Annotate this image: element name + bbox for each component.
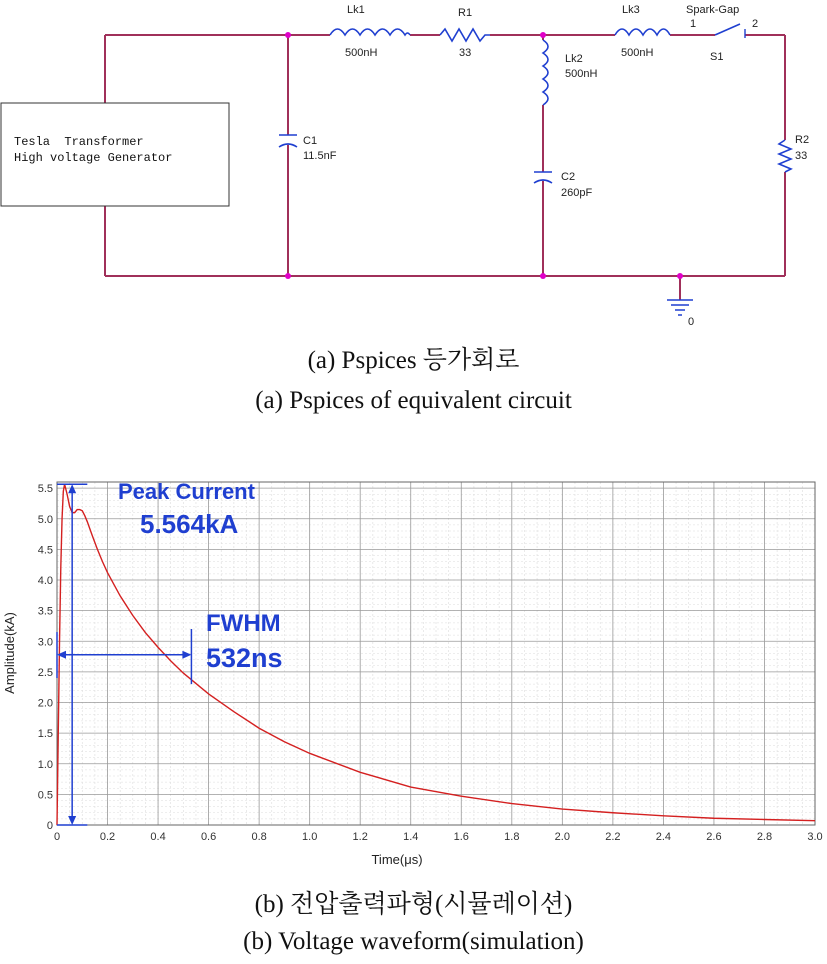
source-line-2: High voltage Generator bbox=[14, 151, 173, 165]
resistor-r1 bbox=[440, 29, 490, 41]
resistor-r2 bbox=[779, 140, 791, 172]
y-tick-label: 1.5 bbox=[37, 728, 53, 741]
x-tick-labels bbox=[54, 831, 823, 843]
x-tick-label: 2.4 bbox=[655, 831, 672, 843]
peak-arrowhead-top bbox=[68, 484, 76, 493]
source-line-1: Tesla Transformer bbox=[14, 135, 144, 149]
x-tick-label: 0 bbox=[53, 831, 61, 843]
junction-lk2-top bbox=[540, 32, 546, 38]
x-tick-label: 1.8 bbox=[504, 831, 520, 843]
fwhm-arrowhead-left bbox=[57, 651, 66, 659]
x-tick-label: 2.0 bbox=[554, 831, 570, 843]
x-tick-label: 1.0 bbox=[302, 831, 318, 843]
r1-value: 33 bbox=[459, 47, 472, 59]
ground-symbol bbox=[667, 300, 693, 315]
lk3-name: Lk3 bbox=[622, 4, 640, 16]
switch-title: Spark-Gap bbox=[686, 4, 740, 16]
caption-a-english: (a) Pspices of equivalent circuit bbox=[255, 387, 572, 414]
y-axis-label: Amplitude(kA) bbox=[2, 612, 17, 694]
switch-pin-1: 1 bbox=[690, 18, 697, 30]
junction-c1-top bbox=[285, 32, 291, 38]
y-tick-label: 0.5 bbox=[37, 789, 53, 802]
peak-current-title: Peak Current bbox=[118, 479, 255, 504]
r2-value: 33 bbox=[795, 150, 808, 162]
y-tick-labels bbox=[38, 483, 53, 832]
x-tick-label: 1.4 bbox=[403, 831, 419, 843]
fwhm-arrowhead-right bbox=[182, 651, 191, 659]
c2-value: 260pF bbox=[561, 187, 593, 199]
x-tick-label: 2.2 bbox=[605, 831, 621, 843]
x-tick-label: 0.4 bbox=[150, 831, 166, 843]
x-tick-label: 2.6 bbox=[706, 831, 722, 843]
x-tick-label: 0.6 bbox=[200, 831, 217, 843]
x-tick-label: 1.2 bbox=[352, 831, 368, 843]
y-tick-label: 0 bbox=[46, 820, 53, 832]
spark-gap-switch bbox=[715, 24, 740, 35]
lk2-value: 500nH bbox=[565, 68, 598, 80]
switch-pin-2: 2 bbox=[752, 18, 759, 30]
caption-b-english: (b) Voltage waveform(simulation) bbox=[243, 928, 584, 955]
equivalent-circuit-diagram bbox=[0, 0, 827, 340]
waveform-chart bbox=[0, 475, 827, 870]
y-tick-label: 3.0 bbox=[37, 636, 53, 649]
x-tick-label: 3.0 bbox=[807, 831, 823, 843]
y-tick-label: 3.5 bbox=[37, 605, 53, 618]
x-tick-label: 2.8 bbox=[756, 831, 773, 843]
y-tick-label: 5.0 bbox=[37, 513, 53, 526]
junction-c2-bottom bbox=[540, 273, 546, 279]
caption-b-korean: (b) 전압출력파형(시뮬레이션) bbox=[254, 891, 573, 918]
peak-current-value: 5.564kA bbox=[140, 509, 239, 539]
r1-name: R1 bbox=[458, 7, 473, 19]
x-tick-label: 0.2 bbox=[99, 831, 116, 843]
junction-ground bbox=[677, 273, 683, 279]
y-tick-label: 4.5 bbox=[37, 544, 53, 557]
y-tick-label: 5.5 bbox=[37, 483, 53, 496]
fwhm-value: 532ns bbox=[206, 643, 283, 673]
inductor-lk1 bbox=[330, 29, 410, 35]
c1-name: C1 bbox=[303, 135, 318, 147]
fwhm-title: FWHM bbox=[206, 610, 281, 637]
junction-c1-bottom bbox=[285, 273, 291, 279]
y-tick-label: 2.5 bbox=[37, 666, 53, 679]
c2-name: C2 bbox=[561, 171, 576, 183]
inductor-lk3 bbox=[615, 29, 670, 35]
lk1-name: Lk1 bbox=[347, 4, 365, 16]
c1-value: 11.5nF bbox=[303, 150, 337, 162]
inductor-lk2 bbox=[543, 40, 548, 105]
y-tick-label: 2.0 bbox=[37, 697, 53, 710]
y-tick-label: 1.0 bbox=[37, 758, 53, 771]
caption-a-korean: (a) Pspices 등가회로 bbox=[307, 347, 520, 374]
x-axis-label: Time(μs) bbox=[371, 852, 423, 867]
lk3-value: 500nH bbox=[621, 47, 654, 59]
y-tick-label: 4.0 bbox=[37, 575, 53, 587]
r2-name: R2 bbox=[795, 134, 810, 146]
x-tick-label: 1.6 bbox=[453, 831, 469, 843]
switch-name: S1 bbox=[710, 51, 724, 63]
ground-label: 0 bbox=[688, 316, 695, 328]
lk2-name: Lk2 bbox=[565, 53, 583, 65]
lk1-value: 500nH bbox=[345, 47, 378, 59]
x-tick-label: 0.8 bbox=[251, 831, 267, 843]
